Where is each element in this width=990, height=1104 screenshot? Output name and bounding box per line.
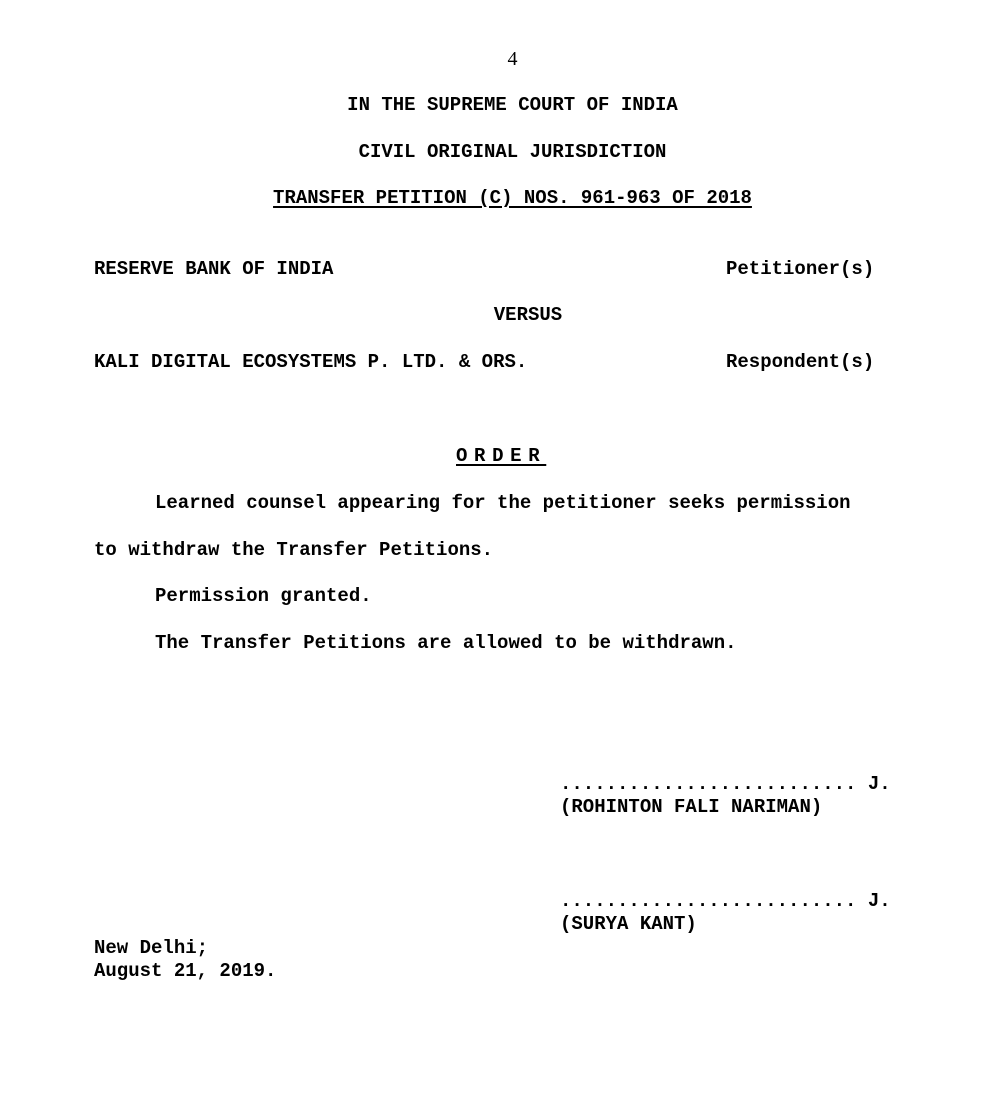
signature-line-2: .......................... J. (560, 890, 891, 912)
place-of-order: New Delhi; (94, 937, 209, 959)
order-paragraph-1-line-2: to withdraw the Transfer Petitions. (94, 539, 494, 561)
order-title-text: ORDER (456, 445, 547, 467)
judge-name-2: (SURYA KANT) (560, 913, 697, 935)
order-title (456, 447, 546, 466)
case-number-heading (0, 189, 990, 208)
order-paragraph-1-line-1: Learned counsel appearing for the petitioner seeks permission (155, 492, 851, 514)
respondent-name: KALI DIGITAL ECOSYSTEMS P. LTD. & ORS. (94, 351, 528, 373)
versus-label: VERSUS (493, 304, 563, 326)
judge-name-1: (ROHINTON FALI NARIMAN) (560, 796, 823, 818)
order-paragraph-3: The Transfer Petitions are allowed to be withdrawn. (155, 632, 737, 654)
page-number: 4 (507, 48, 518, 70)
signature-line-1: .......................... J. (560, 773, 891, 795)
court-heading: IN THE SUPREME COURT OF INDIA (347, 94, 678, 116)
date-of-order: August 21, 2019. (94, 960, 277, 982)
petitioner-name: RESERVE BANK OF INDIA (94, 258, 334, 280)
case-number-text: TRANSFER PETITION (C) NOS. 961-963 OF 2018 (273, 187, 752, 209)
order-paragraph-2: Permission granted. (155, 585, 372, 607)
jurisdiction-heading: CIVIL ORIGINAL JURISDICTION (358, 141, 667, 163)
petitioner-role: Petitioner(s) (726, 258, 875, 280)
respondent-role: Respondent(s) (726, 351, 875, 373)
